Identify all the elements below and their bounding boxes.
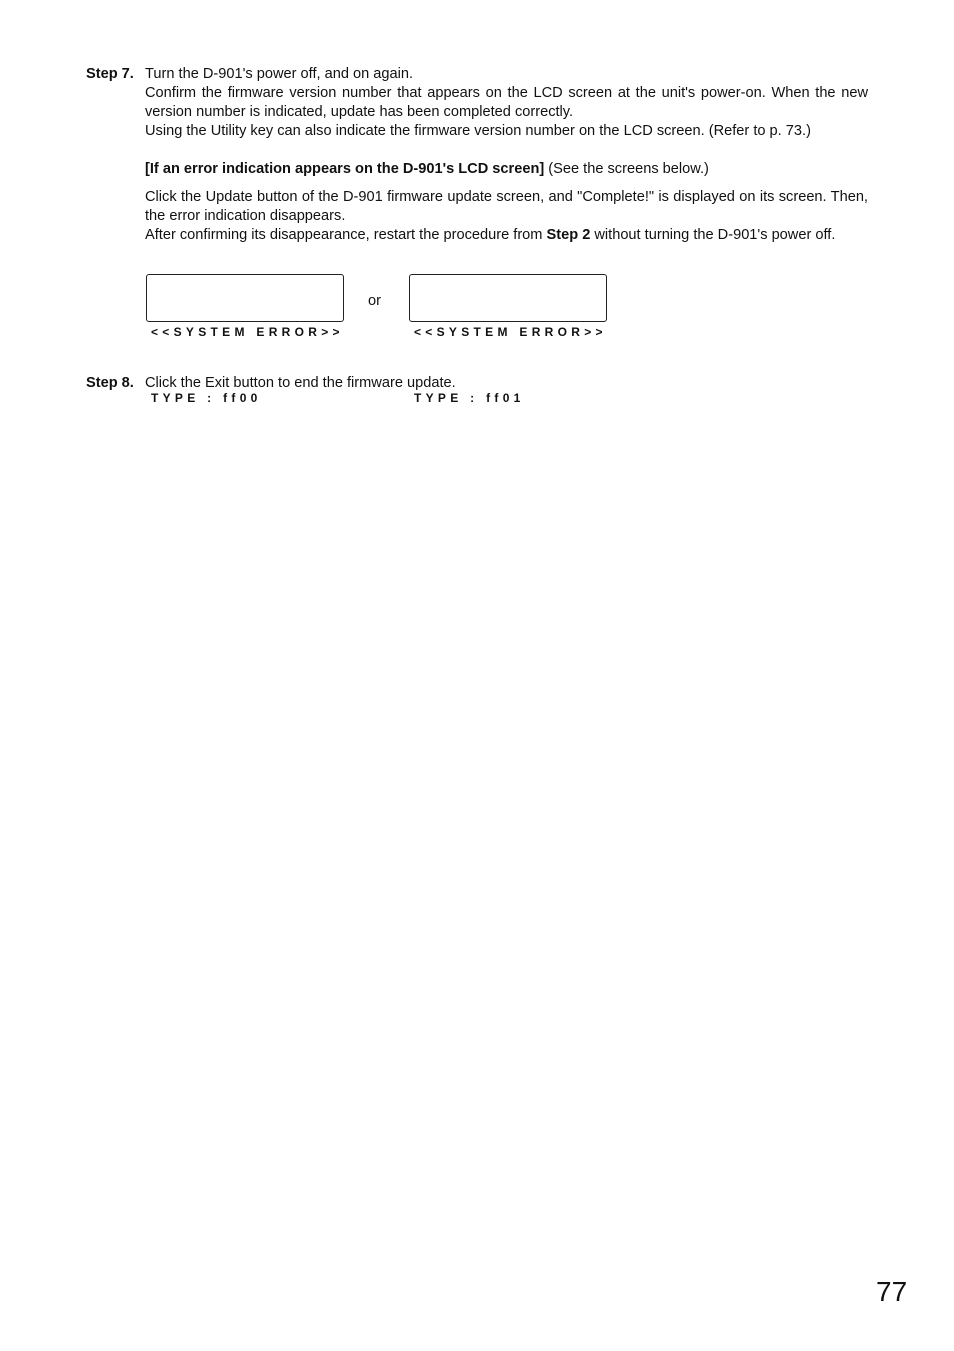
step-8-body (145, 374, 868, 393)
lcd-screen-line-1: <<SYSTEM ERROR>> (151, 325, 344, 339)
lcd-screen-line-1: <<SYSTEM ERROR>> (414, 325, 607, 339)
step-7-label: Step 7. (86, 66, 134, 82)
step-7-line-2: Confirm the firmware version number that appears on the LCD screen at the unit's power-on. When the new version number is indicated, update has been completed correctly. (145, 85, 868, 120)
error-heading (145, 160, 868, 179)
step-2-reference: Step 2 (546, 227, 591, 243)
step-8-text: Click the Exit button to end the firmware update. (145, 375, 456, 391)
error-heading-note: (See the screens below.) (544, 161, 709, 177)
page-number: 77 (876, 1276, 908, 1307)
error-heading-bold: [If an error indication appears on the D-901's LCD screen] (145, 161, 545, 177)
step-7-body (145, 65, 868, 245)
error-paragraph-2-end: without turning the D-901's power off. (590, 227, 836, 243)
error-paragraph-1: Click the Update button of the D-901 firmware update screen, and "Complete!" is displayed on its screen. Then, the error indication disappears. (145, 189, 868, 224)
lcd-screen-line-2: TYPE : ff00 (151, 391, 262, 405)
error-paragraph-2-start: After confirming its disappearance, restart the procedure from (145, 227, 547, 243)
step-8-label: Step 8. (86, 375, 134, 391)
step-7-line-1: Turn the D-901's power off, and on again. (145, 66, 414, 82)
step-7-line-3: Using the Utility key can also indicate the firmware version number on the LCD screen. (Refer to p. 73.) (145, 123, 811, 139)
or-separator: or (368, 293, 381, 309)
lcd-screen-ff01 (409, 274, 607, 405)
error-paragraph-2 (145, 226, 868, 245)
lcd-screen-line-2: TYPE : ff01 (414, 391, 525, 405)
